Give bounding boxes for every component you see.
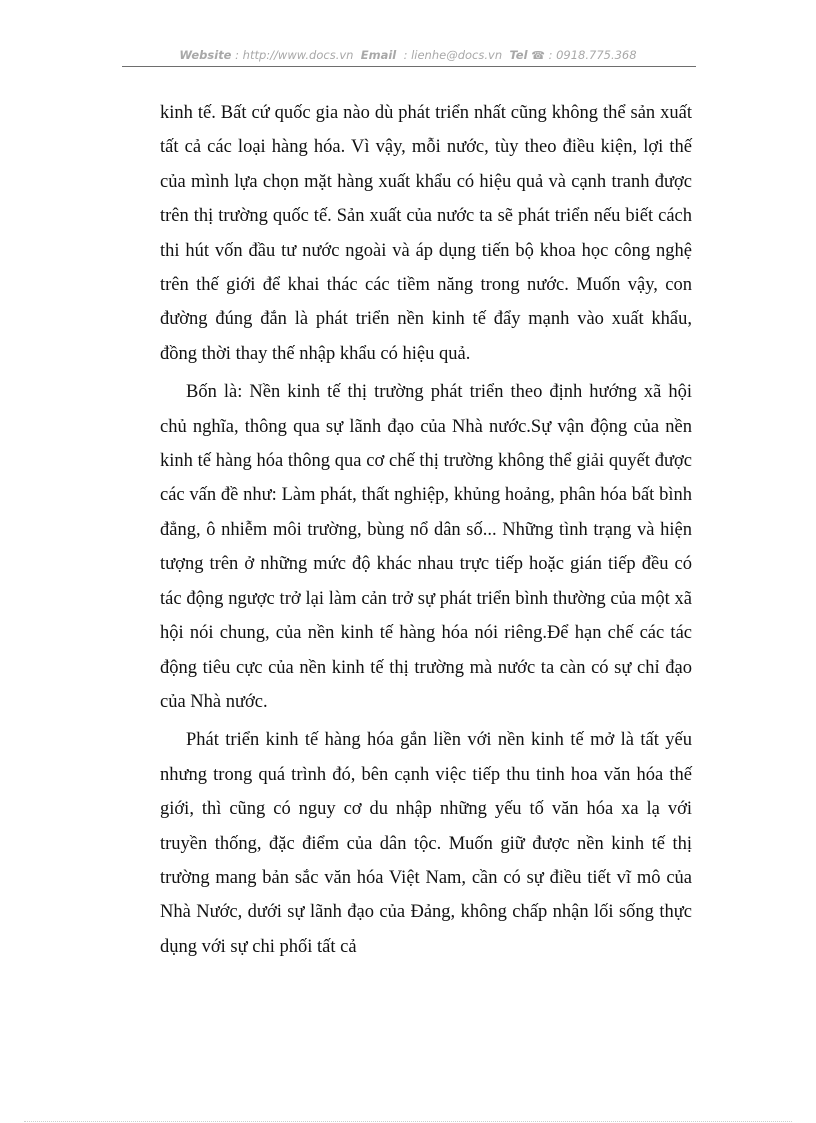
website-url[interactable]: : http://www.docs.vn (235, 48, 354, 62)
header-divider (122, 66, 696, 67)
document-body (160, 96, 692, 968)
paragraph-3: Phát triển kinh tế hàng hóa gắn liền với nền kinh tế mở là tất yếu nhưng trong quá trình đó, bên cạnh việc tiếp thu tinh hoa văn hóa thế giới, thì cũng có nguy cơ du nhập những yếu tố văn hóa xa lạ với truyền thống, đặc điểm của dân tộc. Muốn giữ được nền kinh tế thị trường mang bản sắc văn hóa Việt Nam, cần có sự điều tiết vĩ mô của Nhà Nước, dưới sự lãnh đạo của Đảng, không chấp nhận lối sống thực dụng với sự chi phối tất cả (160, 730, 692, 957)
tel-label: Tel (509, 48, 528, 62)
page-header (0, 48, 816, 62)
email-label: Email (360, 48, 397, 62)
paragraph-2: Bốn là: Nền kinh tế thị trường phát triển theo định hướng xã hội chủ nghĩa, thông qua sự lãnh đạo của Nhà nước.Sự vận động của nền kinh tế hàng hóa thông qua cơ chế thị trường không thể giải quyết được các vấn đề như: Làm phát, thất nghiệp, khủng hoảng, phân hóa bất bình đẳng, ô nhiễm môi trường, bùng nổ dân số... Những tình trạng và hiện tượng trên ở những mức độ khác nhau trực tiếp hoặc gián tiếp đều có tác động ngược trở lại làm cản trở sự phát triển bình thường của một xã hội nói chung, của nền kinh tế hàng hóa nói riêng.Để hạn chế các tác động tiêu cực của nền kinh tế thị trường mà nước ta càn có sự chỉ đạo của Nhà nước. (160, 382, 692, 712)
footer-divider (24, 1121, 792, 1122)
paragraph-1: kinh tế. Bất cứ quốc gia nào dù phát triển nhất cũng không thể sản xuất tất cả các loại hàng hóa. Vì vậy, mỗi nước, tùy theo điều kiện, lợi thế của mình lựa chọn mặt hàng xuất khẩu có hiệu quả và cạnh tranh được trên thị trường quốc tế. Sản xuất của nước ta sẽ phát triển nếu biết cách thi hút vốn đầu tư nước ngoài và áp dụng tiến bộ khoa học công nghệ trên thế giới để khai thác các tiềm năng trong nước. Muốn vậy, con đường đúng đắn là phát triển nền kinh tế đẩy mạnh vào xuất khẩu, đồng thời thay thế nhập khẩu có hiệu quả. (160, 103, 692, 364)
tel-number: : 0918.775.368 (548, 48, 637, 62)
email-address[interactable]: : lienhe@docs.vn (403, 48, 503, 62)
website-label: Website (179, 48, 232, 62)
phone-icon: ☎ (531, 49, 545, 62)
